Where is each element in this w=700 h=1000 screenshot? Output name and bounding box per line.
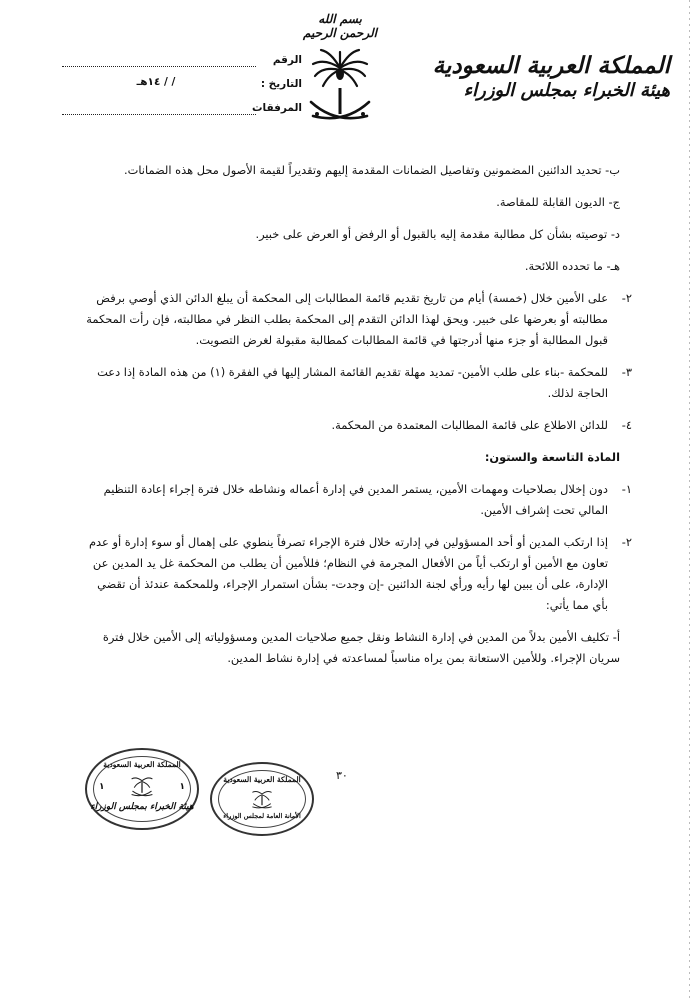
right-seal-bottom-text: الأمانة العامة لمجلس الوزراء: [223, 812, 301, 820]
right-seal-top-text: المملكة العربية السعودية: [223, 775, 301, 784]
article-para-2-text: إذا ارتكب المدين أو أحد المسؤولين في إدارته خلال فترة الإجراء تصرفاً ينطوي على إهمال أو سوء إدارة أو عدم تعاون مع الأمين أو ارتكب أياً من الأفعال المجرمة في النظام؛ فللأمين أن يطلب من المحكمة غل يد المدين عن الإدارة، على أن يبين لها رأيه ورأي لجنة الدائنين -إن وجدت- بشأن استمرار الإجراء، وللمحكمة عندئذ أن تقضي بأي مما يأتي:: [89, 535, 608, 612]
reference-fields: [62, 52, 302, 124]
paragraph-2-text: على الأمين خلال (خمسة) أيام من تاريخ تقديم قائمة المطالبات إلى المحكمة أن يبلغ الدائن الذي أوصي برفض مطالبته أو بعرضها على خبير. ويحق لهذا الدائن التقدم إلى المحكمة بطلب النظر في مطالبته، فإن رأت المحكمة قبول المطالبة أو جزء منها أدرجتها في قائمة المطالبات كمطالبة مقبولة لغرض التصويت.: [86, 291, 608, 347]
clause-b: ب- تحديد الدائنين المضمونين وتفاصيل الضمانات المقدمة إليهم وتقديراً لقيمة الأصول محل هذه الضمانات.: [123, 163, 620, 177]
left-seal-number-left: ١: [99, 782, 105, 792]
basmala: بسم الله الرحمن الرحيم: [303, 12, 377, 40]
attachments-line: [62, 114, 256, 115]
paragraph-3-text: للمحكمة -بناء على طلب الأمين- تمديد مهلة تقديم القائمة المشار إليها في الفقرة (١) من هذه المادة إذا دعت الحاجة لذلك.: [97, 365, 608, 400]
document-body: [80, 160, 632, 669]
kingdom-header: [430, 52, 670, 102]
paragraph-4: [80, 415, 632, 436]
right-seal-emblem-icon: [250, 786, 274, 810]
paragraph-3-number: ٣-: [621, 365, 632, 379]
paragraph-2: [80, 288, 632, 351]
paragraph-3: [80, 362, 632, 404]
ref-number-row: [62, 52, 302, 76]
left-seal: [85, 748, 199, 830]
date-value: / / ١٤هـ: [136, 76, 176, 88]
paragraph-4-number: ٤-: [621, 418, 632, 432]
article-para-2-a: أ- تكليف الأمين بدلاً من المدين في إدارة النشاط ونقل جميع صلاحيات المدين ومسؤولياته إلى الأمين خلال فترة سريان الإجراء. وللأمين الاستعانة بمن يراه مناسباً لمساعدته في إدارة نشاط المدين.: [102, 630, 620, 665]
kingdom-name: المملكة العربية السعودية: [432, 52, 670, 79]
clause-h: هـ- ما تحدده اللائحة.: [524, 259, 620, 273]
left-seal-emblem-icon: [129, 772, 155, 798]
article-para-2: [80, 532, 632, 616]
scan-margin-line: [689, 0, 690, 1000]
article-title: المادة التاسعة والستون:: [484, 450, 620, 464]
article-para-2-number: ٢-: [621, 535, 632, 549]
clause-d: د- توصيته بشأن كل مطالبة مقدمة إليه بالقبول أو الرفض أو العرض على خبير.: [255, 227, 620, 241]
ref-number-label: الرقم: [272, 54, 302, 66]
left-seal-top-text: المملكة العربية السعودية: [103, 760, 181, 769]
date-label: التاريخ :: [260, 78, 302, 90]
clause-j: ج- الديون القابلة للمقاصة.: [496, 195, 620, 209]
left-seal-number-right: ١: [179, 782, 185, 792]
left-seal-bottom-text: هيئة الخبراء بمجلس الوزراء: [90, 802, 194, 812]
agency-name: هيئة الخبراء بمجلس الوزراء: [463, 80, 670, 101]
palm-swords-emblem-icon: [305, 40, 375, 130]
attachments-label: المرفقات: [251, 102, 302, 114]
ref-number-line: [62, 66, 256, 67]
page-number: ٣٠: [336, 769, 348, 782]
paragraph-2-number: ٢-: [621, 291, 632, 305]
right-seal: [210, 762, 314, 836]
article-para-1-number: ١-: [621, 482, 632, 496]
article-para-1-text: دون إخلال بصلاحيات ومهمات الأمين، يستمر المدين في إدارة أعماله ونشاطه خلال فترة إجراء إعادة التنظيم المالي تحت إشراف الأمين.: [103, 482, 608, 517]
date-row: [62, 76, 302, 100]
attachments-row: [62, 100, 302, 124]
article-para-1: [80, 479, 632, 521]
paragraph-4-text: للدائن الاطلاع على قائمة المطالبات المعتمدة من المحكمة.: [331, 418, 608, 432]
